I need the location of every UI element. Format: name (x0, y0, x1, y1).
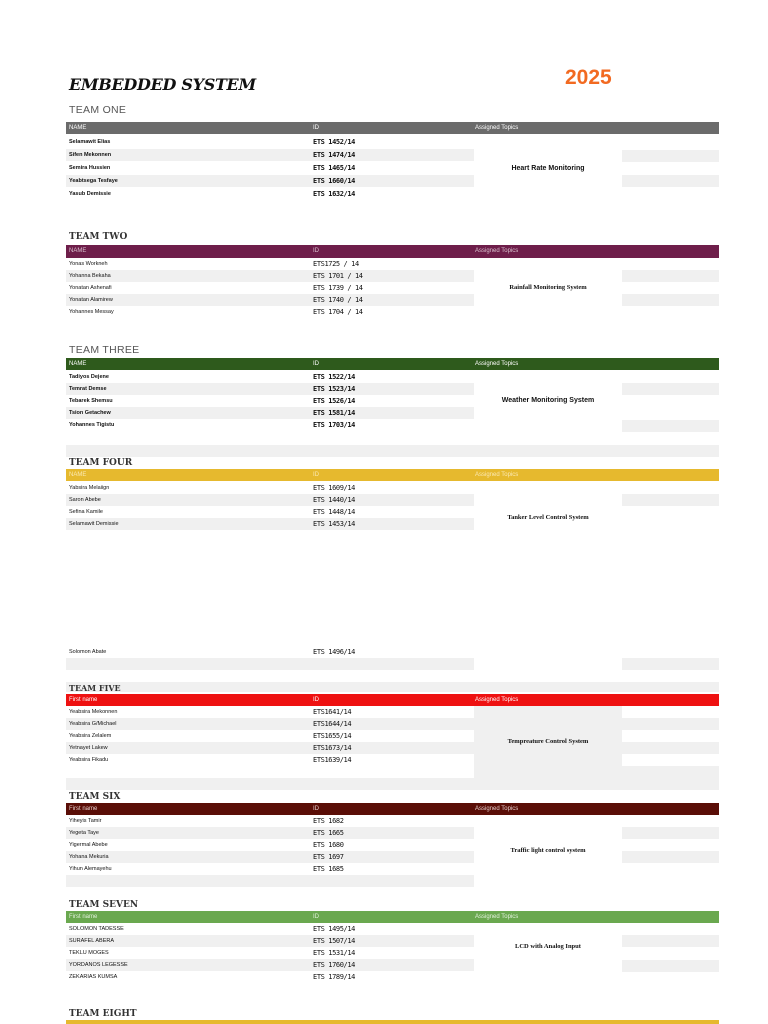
team-title: TEAM FOUR (69, 458, 133, 468)
table-row: Yeabtsega Tesfaye ETS 1660/14 (66, 175, 474, 187)
table-header: NAME ID Assigned Topics (66, 245, 719, 258)
table-header: First name ID Assigned Topics (66, 803, 719, 815)
assigned-topic: Rainfall Monitoring System (509, 284, 587, 291)
table-row: Yetnayet Lakew ETS1673/14 (66, 742, 474, 754)
table-row: Yonatan Ashenafi ETS 1739 / 14 (69, 284, 363, 292)
team-title: TEAM EIGHT (69, 1009, 137, 1019)
table-row: Temrat Demse ETS 1523/14 (66, 383, 474, 395)
team-title: TEAM TWO (69, 232, 128, 242)
table-row: Selamawit Elias ETS 1452/14 (69, 138, 355, 146)
assigned-topic: Heart Rate Monitoring (511, 165, 585, 172)
table-row: Yonatan Alamirew ETS 1740 / 14 (66, 294, 474, 306)
table-row: Yegeta Taye ETS 1665 (66, 827, 474, 839)
table-row: Tsion Getachew ETS 1581/14 (66, 407, 474, 419)
table-row: TEKLU MOGES ETS 1531/14 (69, 949, 355, 957)
assigned-topic: Traffic light control system (510, 847, 586, 854)
col-name: NAME (69, 125, 87, 131)
table-row: Sifen Mekonnen ETS 1474/14 (66, 149, 474, 161)
table-row: SOLOMON TADESSE ETS 1495/14 (69, 925, 355, 933)
col-id: ID (313, 125, 319, 131)
document-title: EMBEDDED SYSTEM (69, 75, 256, 94)
table-row: SURAFEL ABERA ETS 1507/14 (66, 935, 474, 947)
table-row: Yohannes Messay ETS 1704 / 14 (69, 308, 363, 316)
table-row: Semira Hussien ETS 1465/14 (69, 164, 355, 172)
table-row: Tebarek Shemsu ETS 1526/14 (69, 397, 355, 405)
table-row: YORDANOS LEGESSE ETS 1760/14 (66, 959, 474, 971)
assigned-topic: LCD with Analog Input (515, 943, 581, 950)
team-title: TEAM FIVE (69, 683, 121, 693)
team-title: TEAM ONE (69, 104, 127, 116)
table-row: Yigermal Abebe ETS 1680 (69, 841, 344, 849)
table-row: Yonas Workneh ETS1725 / 14 (69, 260, 359, 268)
table-row: Yohannes Tigistu ETS 1703/14 (69, 421, 355, 429)
table-header (66, 122, 719, 134)
table-row: Yasub Demissie ETS 1632/14 (69, 190, 355, 198)
col-topic: Assigned Topics (475, 125, 519, 131)
table-row: Yeabsira Fikadu ETS1639/14 (69, 756, 352, 764)
assigned-topic: Tempreature Control System (507, 738, 589, 745)
table-row: Selamawit Demissie ETS 1453/14 (66, 518, 474, 530)
table-row: Saron Abebe ETS 1440/14 (66, 494, 474, 506)
year-label: 2025 (565, 66, 612, 89)
table-header: NAME ID Assigned Topics (66, 358, 719, 370)
table-row: Yohanna Bekaha ETS 1701 / 14 (66, 270, 474, 282)
table-header (66, 1020, 719, 1024)
table-header: First name ID Assigned Topics (66, 911, 719, 923)
team-title: TEAM THREE (69, 344, 140, 356)
table-row: ZEKARIAS KUMSA ETS 1789/14 (69, 973, 355, 981)
team-title: TEAM SEVEN (69, 900, 139, 910)
table-row: Sefina Kamile ETS 1448/14 (69, 508, 355, 516)
table-row: Yeabsira G/Michael ETS1644/14 (66, 718, 474, 730)
assigned-topic: Tanker Level Control System (507, 514, 589, 521)
assigned-topic: Weather Monitoring System (501, 397, 595, 404)
table-row: Yabsira Melaiign ETS 1609/14 (69, 484, 355, 492)
table-header: First name ID Assigned Topics (66, 694, 719, 706)
table-row: Yeabsira Zelalem ETS1655/14 (69, 732, 352, 740)
team-title: TEAM SIX (69, 792, 121, 802)
table-row: Yeabsira Mekonnen ETS1641/14 (69, 708, 352, 716)
table-row: Yohana Mekuria ETS 1697 (66, 851, 474, 863)
table-row: Yiheyis Tamir ETS 1682 (69, 817, 344, 825)
table-row: Yihun Alemayehu ETS 1685 (69, 865, 344, 873)
table-header: NAME ID Assigned Topics (66, 469, 719, 481)
table-row: Tadiyos Dejene ETS 1522/14 (69, 373, 355, 381)
table-row: Solomon Abate ETS 1496/14 (69, 648, 355, 656)
